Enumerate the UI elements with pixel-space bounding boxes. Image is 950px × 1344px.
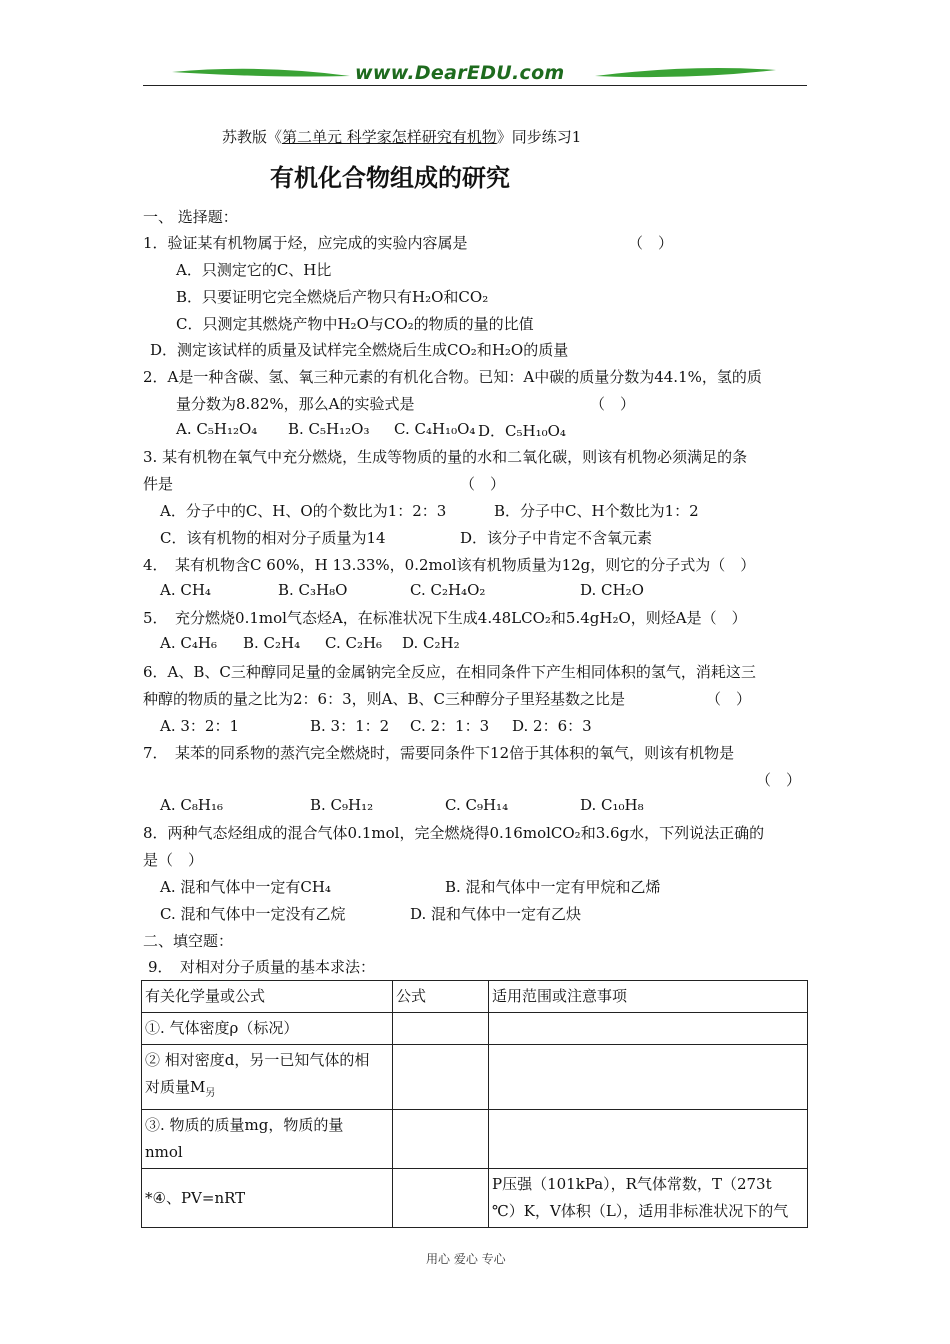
q9-stem: 9． 对相对分子质量的基本求法： bbox=[148, 958, 376, 976]
q6-option-b: B. 3：1：2 bbox=[310, 717, 390, 735]
table-cell: *④、PV=nRT bbox=[142, 1169, 393, 1228]
q5-option-d: D. C₂H₂ bbox=[402, 634, 460, 652]
q2-option-d: D．C₅H₁₀O₄ bbox=[478, 422, 566, 440]
q8-option-a: A. 混和气体中一定有CH₄ bbox=[160, 878, 331, 896]
table-cell-subscript: 另 bbox=[205, 1088, 216, 1099]
table-cell bbox=[142, 1110, 393, 1169]
q6-option-c: C. 2：1：3 bbox=[410, 717, 490, 735]
q6-option-d: D. 2：6：3 bbox=[512, 717, 592, 735]
subtitle bbox=[222, 126, 581, 147]
table-cell-line: ② 相对密度d，另一已知气体的相 bbox=[145, 1051, 370, 1069]
section-heading-choice: 一、 选择题： bbox=[143, 208, 238, 226]
q8-stem-line1: 8．两种气态烃组成的混合气体0.1mol，完全燃烧得0.16molCO₂和3.6g水，下列说法正确的 bbox=[143, 824, 765, 842]
q4-option-a: A. CH₄ bbox=[160, 581, 211, 599]
q5-stem: 5． 充分燃烧0.1mol气态烃A，在标准状况下生成4.48LCO₂和5.4gH₂O，则烃A是（ ） bbox=[143, 609, 747, 627]
table-row bbox=[142, 1013, 808, 1045]
table-cell bbox=[142, 1045, 393, 1110]
q4-option-b: B. C₃H₈O bbox=[278, 581, 348, 599]
table-header-row bbox=[142, 981, 808, 1013]
molecular-mass-table bbox=[141, 980, 808, 1228]
header-rule bbox=[143, 85, 807, 86]
table-cell-empty[interactable] bbox=[393, 1013, 489, 1045]
q3-option-d: D．该分子中肯定不含氧元素 bbox=[460, 529, 653, 547]
page-footer: 用心 爱心 专心 bbox=[426, 1252, 506, 1266]
table-cell-empty[interactable] bbox=[489, 1013, 808, 1045]
table-cell-empty[interactable] bbox=[393, 1169, 489, 1228]
q3-stem-line1: 3. 某有机物在氧气中充分燃烧，生成等物质的量的水和二氧化碳，则该有机物必须满足的条 bbox=[143, 448, 748, 466]
q6-answer-paren: （ ） bbox=[706, 690, 752, 708]
q1-option-b: B．只要证明它完全燃烧后产物只有H₂O和CO₂ bbox=[176, 288, 489, 306]
table-cell-line bbox=[145, 1074, 389, 1107]
q1-option-d: D．测定该试样的质量及试样完全燃烧后生成CO₂和H₂O的质量 bbox=[150, 341, 569, 359]
q3-stem-line2: 件是 bbox=[143, 475, 174, 493]
q6-stem-line1: 6．A、B、C三种醇同足量的金属钠完全反应，在相同条件下产生相同体积的氢气，消耗这三 bbox=[143, 663, 756, 681]
q1-option-c: C．只测定其燃烧产物中H₂O与CO₂的物质的量的比值 bbox=[176, 315, 534, 333]
q4-option-c: C. C₂H₄O₂ bbox=[410, 581, 486, 599]
q2-option-a: A. C₅H₁₂O₄ bbox=[176, 420, 258, 438]
q7-option-c: C. C₉H₁₄ bbox=[445, 796, 509, 814]
q2-stem-line1: 2．A是一种含碳、氢、氧三种元素的有机化合物。已知：A中碳的质量分数为44.1%，氢的质 bbox=[143, 368, 762, 386]
q6-option-a: A. 3：2：1 bbox=[160, 717, 239, 735]
table-row bbox=[142, 1110, 808, 1169]
q7-option-d: D. C₁₀H₈ bbox=[580, 796, 644, 814]
q3-option-b: B．分子中C、H个数比为1：2 bbox=[494, 502, 699, 520]
table-row bbox=[142, 1045, 808, 1110]
q3-option-a: A．分子中的C、H、O的个数比为1：2：3 bbox=[160, 502, 447, 520]
q4-option-d: D. CH₂O bbox=[580, 581, 644, 599]
q7-option-b: B. C₉H₁₂ bbox=[310, 796, 374, 814]
section-heading-fill: 二、填空题： bbox=[143, 932, 234, 950]
q1-answer-paren: （ ） bbox=[628, 234, 674, 252]
table-cell-line: P压强（101kPa），R气体常数，T（273t bbox=[492, 1175, 772, 1193]
table-cell: ①. 气体密度ρ（标况） bbox=[142, 1013, 393, 1045]
q8-option-d: D. 混和气体中一定有乙炔 bbox=[410, 905, 582, 923]
table-cell-empty[interactable] bbox=[489, 1110, 808, 1169]
subtitle-suffix: 》同步练习1 bbox=[496, 128, 582, 146]
q7-stem: 7． 某苯的同系物的蒸汽完全燃烧时，需要同条件下12倍于其体积的氧气，则该有机物是 bbox=[143, 744, 735, 762]
q2-answer-paren: （ ） bbox=[590, 395, 636, 413]
header-logo-text: www.DearEDU.com bbox=[355, 62, 565, 84]
q2-option-b: B. C₅H₁₂O₃ bbox=[288, 420, 370, 438]
page-title: 有机化合物组成的研究 bbox=[270, 164, 510, 192]
table-cell-line: ℃）K，V体积（L），适用非标准状况下的气 bbox=[492, 1202, 789, 1220]
table-row bbox=[142, 1169, 808, 1228]
q7-answer-paren: （ ） bbox=[756, 771, 802, 789]
table-cell bbox=[489, 1169, 808, 1228]
q8-stem-line2: 是（ ） bbox=[143, 851, 204, 869]
table-header-cell: 适用范围或注意事项 bbox=[489, 981, 808, 1013]
q7-option-a: A. C₈H₁₆ bbox=[160, 796, 223, 814]
q5-option-b: B. C₂H₄ bbox=[243, 634, 301, 652]
table-cell-text: 对质量M bbox=[145, 1078, 206, 1096]
q8-option-c: C. 混和气体中一定没有乙烷 bbox=[160, 905, 346, 923]
q6-stem-line2: 种醇的物质的量之比为2：6：3，则A、B、C三种醇分子里羟基数之比是 bbox=[143, 690, 625, 708]
q3-option-c: C．该有机物的相对分子质量为14 bbox=[160, 529, 386, 547]
q2-option-c: C. C₄H₁₀O₄ bbox=[394, 420, 476, 438]
q4-stem: 4． 某有机物含C 60%，H 13.33%，0.2mol该有机物质量为12g，则它的分子式为（ ） bbox=[143, 556, 756, 574]
table-header-cell: 公式 bbox=[393, 981, 489, 1013]
q2-stem-line2: 量分数为8.82%，那么A的实验式是 bbox=[176, 395, 415, 413]
q5-option-c: C. C₂H₆ bbox=[325, 634, 383, 652]
table-cell-line: ③. 物质的质量mg，物质的量 bbox=[145, 1116, 344, 1134]
table-cell-empty[interactable] bbox=[489, 1045, 808, 1110]
q8-option-b: B. 混和气体中一定有甲烷和乙烯 bbox=[445, 878, 661, 896]
q3-answer-paren: （ ） bbox=[460, 475, 506, 493]
subtitle-prefix: 苏教版《 bbox=[222, 128, 283, 146]
q1-option-a: A．只测定它的C、H比 bbox=[176, 261, 332, 279]
table-cell-empty[interactable] bbox=[393, 1045, 489, 1110]
subtitle-unit: 第二单元 科学家怎样研究有机物 bbox=[282, 128, 497, 146]
q5-option-a: A. C₄H₆ bbox=[160, 634, 217, 652]
q1-stem: 1．验证某有机物属于烃，应完成的实验内容属是 bbox=[143, 234, 468, 252]
table-cell-line: nmol bbox=[145, 1143, 183, 1161]
table-header-cell: 有关化学量或公式 bbox=[142, 981, 393, 1013]
table-cell-empty[interactable] bbox=[393, 1110, 489, 1169]
